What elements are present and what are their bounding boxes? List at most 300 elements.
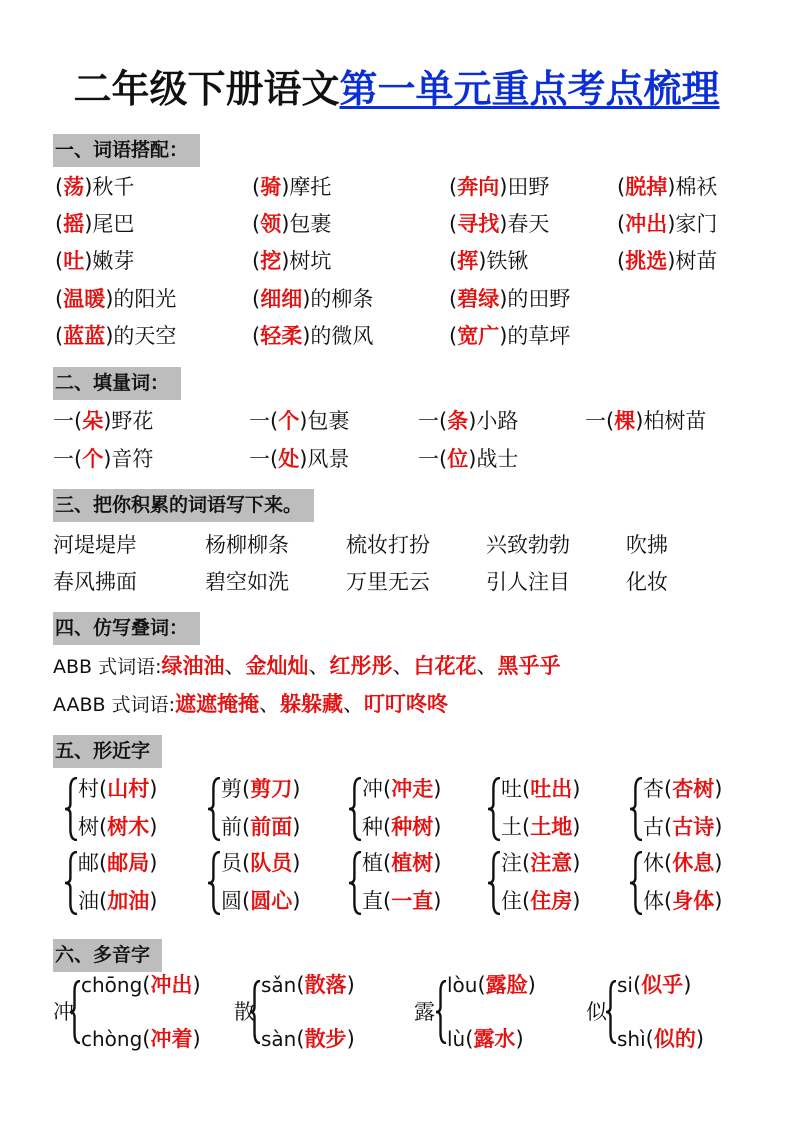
similar-char-item <box>643 812 722 842</box>
group-brace <box>606 980 616 1044</box>
vocab-word: 化妆 <box>626 570 668 594</box>
vocab-word: 吹拂 <box>626 533 668 557</box>
pinyin: lù <box>447 1027 466 1051</box>
phrase-item <box>449 209 549 239</box>
polyphone-item <box>447 1024 524 1054</box>
paren: ( <box>606 409 615 433</box>
paren: ( <box>242 851 251 875</box>
paren: ( <box>55 249 64 273</box>
paren: ) <box>499 212 508 236</box>
paren: ) <box>105 324 114 348</box>
similar-char-item <box>501 774 580 804</box>
paren: ( <box>252 249 261 273</box>
answer-word: 脱掉 <box>625 175 668 199</box>
base-char: 休 <box>643 851 664 875</box>
paren: ( <box>522 851 531 875</box>
paren: ) <box>105 287 114 311</box>
answer-word: 碧绿 <box>457 287 500 311</box>
phrase-item <box>617 172 717 202</box>
pinyin: si <box>617 973 633 997</box>
paren: ( <box>55 175 64 199</box>
answer-word: 散步 <box>304 1027 347 1051</box>
answer-word: 轻柔 <box>260 324 303 348</box>
phrase-text: 的田野 <box>507 287 571 311</box>
phrase-text: 的柳条 <box>310 287 374 311</box>
vocab-word: 兴致勃勃 <box>486 533 570 557</box>
paren: ) <box>714 851 723 875</box>
similar-char-item <box>501 812 580 842</box>
paren: ) <box>572 889 581 913</box>
phrase-item <box>252 246 331 276</box>
group-brace <box>70 980 80 1044</box>
aabb-row <box>53 689 448 719</box>
phrase-item <box>252 209 331 239</box>
brace-icon <box>208 851 220 915</box>
phrase-text: 的天空 <box>113 324 177 348</box>
polyphone-item <box>447 970 536 1000</box>
paren: ( <box>74 447 83 471</box>
paren: ) <box>499 287 508 311</box>
answer-word: 细细 <box>260 287 303 311</box>
section-2-heading: 二、填量词： <box>53 367 181 400</box>
phrase-text: 尾巴 <box>92 212 135 236</box>
reduplicated-word: 金灿灿 <box>245 654 309 678</box>
answer-word: 前面 <box>250 815 293 839</box>
paren: ) <box>103 447 112 471</box>
answer-word: 个 <box>82 447 104 471</box>
similar-char-item <box>362 886 441 916</box>
answer-word: 剪刀 <box>250 777 293 801</box>
similar-char-item <box>78 812 157 842</box>
polyphone-item <box>81 970 201 1000</box>
group-brace <box>250 980 260 1044</box>
paren: ( <box>522 889 531 913</box>
number-prefix: 一 <box>53 447 74 471</box>
separator: 、 <box>224 654 246 678</box>
similar-char-item <box>221 812 300 842</box>
paren: ) <box>683 973 692 997</box>
paren: ( <box>664 777 673 801</box>
paren: ) <box>292 815 301 839</box>
vocab-word: 春风拂面 <box>53 570 137 594</box>
group-brace <box>349 851 361 915</box>
paren: ( <box>252 212 261 236</box>
noun-text: 风景 <box>307 447 350 471</box>
page-title <box>0 62 793 116</box>
pattern-label: AABB 式词语: <box>53 694 176 716</box>
answer-word: 队员 <box>250 851 293 875</box>
paren: ) <box>478 249 487 273</box>
base-char: 吐 <box>501 777 522 801</box>
similar-char-item <box>221 848 300 878</box>
paren: ( <box>142 1027 151 1051</box>
phrase-item <box>449 321 570 351</box>
group-brace <box>208 777 220 841</box>
group-brace <box>436 980 446 1044</box>
paren: ) <box>103 409 112 433</box>
phrase-item <box>617 246 717 276</box>
answer-word: 冲着 <box>150 1027 193 1051</box>
paren: ( <box>242 815 251 839</box>
paren: ( <box>439 447 448 471</box>
paren: ) <box>346 973 355 997</box>
phrase-text: 摩托 <box>289 175 332 199</box>
paren: ( <box>449 287 458 311</box>
paren: ) <box>499 324 508 348</box>
answer-word: 吐出 <box>530 777 573 801</box>
answer-word: 个 <box>278 409 300 433</box>
paren: ( <box>664 851 673 875</box>
measure-word-item <box>418 406 518 436</box>
paren: ( <box>617 249 626 273</box>
answer-word: 冲出 <box>625 212 668 236</box>
base-char: 古 <box>643 815 664 839</box>
paren: ) <box>302 287 311 311</box>
answer-word: 荡 <box>63 175 85 199</box>
paren: ( <box>383 815 392 839</box>
base-char: 植 <box>362 851 383 875</box>
paren: ) <box>292 851 301 875</box>
base-char: 村 <box>78 777 99 801</box>
paren: ) <box>84 212 93 236</box>
polyphone-item <box>617 1024 704 1054</box>
brace-icon <box>65 777 77 841</box>
answer-word: 休息 <box>672 851 715 875</box>
brace-icon <box>630 851 642 915</box>
brace-icon <box>208 777 220 841</box>
similar-char-item <box>362 774 441 804</box>
paren: ) <box>292 777 301 801</box>
polyphone-item <box>81 1024 201 1054</box>
paren: ( <box>617 175 626 199</box>
measure-word-item <box>585 406 706 436</box>
paren: ) <box>572 815 581 839</box>
noun-text: 包裹 <box>307 409 350 433</box>
base-char: 杏 <box>643 777 664 801</box>
base-char: 直 <box>362 889 383 913</box>
answer-word: 加油 <box>107 889 150 913</box>
noun-text: 柏树苗 <box>643 409 707 433</box>
phrase-item <box>617 209 717 239</box>
measure-word-item <box>53 406 153 436</box>
similar-char-item <box>362 812 441 842</box>
section-4-heading: 四、仿写叠词： <box>53 612 200 645</box>
similar-char-item <box>362 848 441 878</box>
answer-word: 冲出 <box>150 973 193 997</box>
noun-text: 战士 <box>476 447 519 471</box>
answer-word: 挑选 <box>625 249 668 273</box>
paren: ) <box>468 409 477 433</box>
brace-icon <box>488 851 500 915</box>
answer-word: 一直 <box>391 889 434 913</box>
abb-row <box>53 651 561 681</box>
paren: ( <box>99 889 108 913</box>
noun-text: 小路 <box>476 409 519 433</box>
paren: ) <box>515 1027 524 1051</box>
polyphone-char: 露 <box>414 1000 435 1024</box>
answer-word: 温暖 <box>63 287 106 311</box>
paren: ( <box>270 447 279 471</box>
paren: ) <box>499 175 508 199</box>
answer-word: 露水 <box>473 1027 516 1051</box>
base-char: 圆 <box>221 889 242 913</box>
base-char: 油 <box>78 889 99 913</box>
phrase-text: 春天 <box>507 212 550 236</box>
similar-char-item <box>221 886 300 916</box>
base-char: 注 <box>501 851 522 875</box>
answer-word: 宽广 <box>457 324 500 348</box>
paren: ( <box>449 324 458 348</box>
answer-word: 位 <box>447 447 469 471</box>
paren: ( <box>477 973 486 997</box>
similar-char-item <box>643 886 722 916</box>
paren: ) <box>667 212 676 236</box>
paren: ) <box>149 815 158 839</box>
reduplicated-word: 红彤彤 <box>329 654 393 678</box>
polyphone-char: 散 <box>234 1000 255 1024</box>
vocab-word: 万里无云 <box>346 570 430 594</box>
answer-word: 挥 <box>457 249 479 273</box>
polyphone-char: 似 <box>586 1000 607 1024</box>
paren: ( <box>632 973 642 997</box>
phrase-item <box>449 246 528 276</box>
paren: ) <box>714 777 723 801</box>
paren: ( <box>270 409 279 433</box>
answer-word: 冲走 <box>391 777 434 801</box>
phrase-text: 的微风 <box>310 324 374 348</box>
paren: ) <box>346 1027 355 1051</box>
measure-word-item <box>53 444 153 474</box>
pinyin: chōng <box>81 973 143 997</box>
pinyin: sàn <box>261 1027 297 1051</box>
answer-word: 古诗 <box>672 815 715 839</box>
pattern-label: ABB 式词语: <box>53 656 162 678</box>
base-char: 体 <box>643 889 664 913</box>
measure-word-item <box>418 444 518 474</box>
paren: ) <box>302 324 311 348</box>
similar-char-item <box>78 886 157 916</box>
phrase-item <box>55 284 176 314</box>
base-char: 员 <box>221 851 242 875</box>
group-brace <box>488 851 500 915</box>
number-prefix: 一 <box>249 409 270 433</box>
paren: ) <box>149 851 158 875</box>
answer-word: 寻找 <box>457 212 500 236</box>
paren: ( <box>645 1027 654 1051</box>
answer-word: 身体 <box>672 889 715 913</box>
answer-word: 奔向 <box>457 175 500 199</box>
phrase-item <box>55 246 134 276</box>
answer-word: 邮局 <box>107 851 150 875</box>
measure-word-item <box>249 406 349 436</box>
phrase-item <box>55 209 134 239</box>
paren: ) <box>192 1027 201 1051</box>
paren: ) <box>281 249 290 273</box>
pinyin: lòu <box>447 973 478 997</box>
answer-word: 山村 <box>107 777 150 801</box>
answer-word: 朵 <box>82 409 104 433</box>
polyphone-char: 冲 <box>53 1000 74 1024</box>
paren: ) <box>527 973 536 997</box>
answer-word: 土地 <box>530 815 573 839</box>
paren: ) <box>299 409 308 433</box>
answer-word: 杏树 <box>672 777 715 801</box>
paren: ) <box>84 249 93 273</box>
similar-char-item <box>78 774 157 804</box>
paren: ) <box>299 447 308 471</box>
phrase-text: 包裹 <box>289 212 332 236</box>
paren: ( <box>242 777 251 801</box>
paren: ( <box>55 287 64 311</box>
paren: ) <box>281 175 290 199</box>
phrase-text: 秋千 <box>92 175 135 199</box>
paren: ( <box>252 287 261 311</box>
answer-word: 注意 <box>530 851 573 875</box>
separator: 、 <box>259 692 281 716</box>
paren: ( <box>522 815 531 839</box>
noun-text: 野花 <box>111 409 154 433</box>
reduplicated-word: 叮叮咚咚 <box>364 692 449 716</box>
phrase-text: 田野 <box>507 175 550 199</box>
number-prefix: 一 <box>249 447 270 471</box>
pinyin: sǎn <box>261 973 297 997</box>
paren: ( <box>252 175 261 199</box>
base-char: 种 <box>362 815 383 839</box>
paren: ( <box>465 1027 474 1051</box>
paren: ( <box>296 973 305 997</box>
vocab-word: 引人注目 <box>486 570 570 594</box>
paren: ) <box>433 815 442 839</box>
paren: ( <box>55 324 64 348</box>
vocab-word: 杨柳柳条 <box>205 533 289 557</box>
base-char: 剪 <box>221 777 242 801</box>
phrase-item <box>449 172 549 202</box>
paren: ) <box>667 175 676 199</box>
phrase-item <box>252 172 331 202</box>
paren: ) <box>714 889 723 913</box>
paren: ( <box>383 889 392 913</box>
paren: ( <box>449 175 458 199</box>
base-char: 树 <box>78 815 99 839</box>
answer-word: 处 <box>278 447 300 471</box>
phrase-item <box>449 284 570 314</box>
phrase-item <box>55 172 134 202</box>
answer-word: 种树 <box>391 815 434 839</box>
vocab-word: 梳妆打扮 <box>346 533 430 557</box>
similar-char-item <box>501 886 580 916</box>
paren: ) <box>572 851 581 875</box>
paren: ( <box>142 973 151 997</box>
base-char: 住 <box>501 889 522 913</box>
answer-word: 露脸 <box>485 973 528 997</box>
phrase-text: 的阳光 <box>113 287 177 311</box>
paren: ( <box>439 409 448 433</box>
noun-text: 音符 <box>111 447 154 471</box>
section-3-heading: 三、把你积累的词语写下来。 <box>53 489 314 522</box>
reduplicated-word: 绿油油 <box>161 654 225 678</box>
phrase-text: 树坑 <box>289 249 332 273</box>
paren: ( <box>383 777 392 801</box>
answer-word: 吐 <box>63 249 85 273</box>
brace-icon <box>250 980 260 1044</box>
base-char: 冲 <box>362 777 383 801</box>
brace-icon <box>70 980 80 1044</box>
answer-word: 似的 <box>653 1027 696 1051</box>
pinyin: shì <box>617 1027 646 1051</box>
group-brace <box>349 777 361 841</box>
section-1-heading: 一、词语搭配： <box>53 134 200 167</box>
phrase-text: 家门 <box>675 212 718 236</box>
paren: ) <box>433 889 442 913</box>
answer-word: 摇 <box>63 212 85 236</box>
paren: ) <box>281 212 290 236</box>
paren: ) <box>149 889 158 913</box>
separator: 、 <box>343 692 365 716</box>
paren: ( <box>522 777 531 801</box>
brace-icon <box>630 777 642 841</box>
paren: ( <box>55 212 64 236</box>
paren: ) <box>667 249 676 273</box>
paren: ( <box>252 324 261 348</box>
reduplicated-word: 遮遮掩掩 <box>175 692 260 716</box>
paren: ( <box>664 815 673 839</box>
separator: 、 <box>392 654 414 678</box>
title-accent: 第一单元重点考点梳理 <box>339 67 720 111</box>
number-prefix: 一 <box>585 409 606 433</box>
reduplicated-word: 躲躲藏 <box>280 692 344 716</box>
polyphone-item <box>261 1024 355 1054</box>
paren: ( <box>99 815 108 839</box>
paren: ) <box>695 1027 705 1051</box>
phrase-text: 铁锹 <box>486 249 529 273</box>
paren: ( <box>449 212 458 236</box>
answer-word: 住房 <box>530 889 573 913</box>
measure-word-item <box>249 444 349 474</box>
group-brace <box>630 777 642 841</box>
phrase-item <box>55 321 176 351</box>
base-char: 邮 <box>78 851 99 875</box>
number-prefix: 一 <box>418 409 439 433</box>
base-char: 土 <box>501 815 522 839</box>
separator: 、 <box>308 654 330 678</box>
paren: ) <box>433 777 442 801</box>
paren: ( <box>99 851 108 875</box>
paren: ( <box>664 889 673 913</box>
title-main: 二年级下册语文 <box>73 67 340 111</box>
similar-char-item <box>78 848 157 878</box>
separator: 、 <box>476 654 498 678</box>
similar-char-item <box>221 774 300 804</box>
group-brace <box>630 851 642 915</box>
brace-icon <box>349 777 361 841</box>
answer-word: 领 <box>260 212 282 236</box>
paren: ) <box>292 889 301 913</box>
phrase-text: 的草坪 <box>507 324 571 348</box>
similar-char-item <box>643 848 722 878</box>
section-5-heading: 五、形近字 <box>53 735 162 768</box>
polyphone-item <box>261 970 355 1000</box>
answer-word: 圆心 <box>250 889 293 913</box>
brace-icon <box>65 851 77 915</box>
answer-word: 棵 <box>614 409 636 433</box>
section-6-heading: 六、多音字 <box>53 939 162 972</box>
number-prefix: 一 <box>53 409 74 433</box>
brace-icon <box>349 851 361 915</box>
brace-icon <box>606 980 616 1044</box>
phrase-item <box>252 284 373 314</box>
group-brace <box>488 777 500 841</box>
paren: ( <box>296 1027 305 1051</box>
